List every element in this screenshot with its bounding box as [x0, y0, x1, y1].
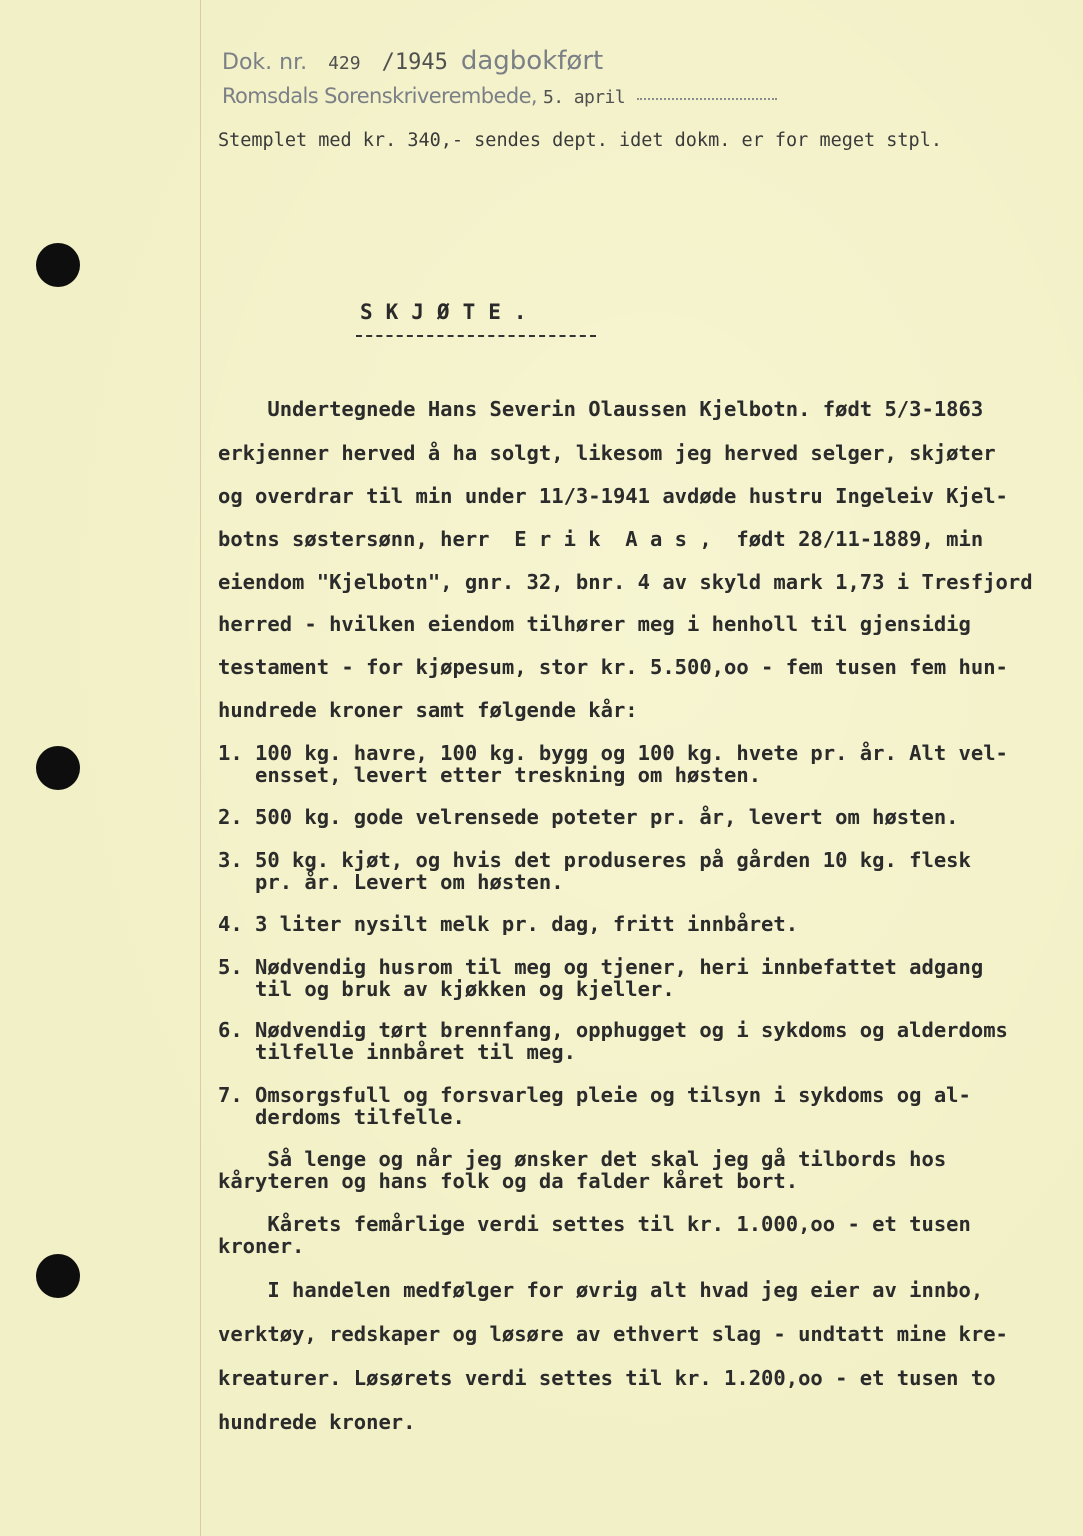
punch-hole — [36, 746, 80, 790]
text-line: kroner. — [218, 1234, 305, 1258]
list-item-line: 5. Nødvendig husrom til meg og tjener, heri innbefattet adgang — [218, 955, 984, 979]
punch-hole — [36, 243, 80, 287]
text-line: Kårets femårlige verdi settes til kr. 1.000,oo - et tusen — [218, 1212, 971, 1236]
text-line: kåryteren og hans folk og da falder kåret bort. — [218, 1169, 799, 1193]
list-item-line: 1. 100 kg. havre, 100 kg. bygg og 100 kg. hvete pr. år. Alt vel- — [218, 741, 1008, 765]
office-name: Romsdals Sorenskriverembede, — [222, 84, 537, 108]
margin-rule — [200, 0, 201, 1536]
text-line: hundrede kroner samt følgende kår: — [218, 698, 638, 722]
list-item-line: pr. år. Levert om høsten. — [218, 870, 564, 894]
text-line: eiendom "Kjelbotn", gnr. 32, bnr. 4 av skyld mark 1,73 i Tresfjord — [218, 570, 1033, 594]
document-title: SKJØTE. — [360, 300, 540, 324]
title-underline — [356, 335, 596, 337]
journal-label: dagbokført — [460, 46, 604, 76]
text-line: og overdrar til min under 11/3-1941 avdøde hustru Ingeleiv Kjel- — [218, 484, 1008, 508]
text-line: hundrede kroner. — [218, 1410, 416, 1434]
list-item-line: 3. 50 kg. kjøt, og hvis det produseres på gården 10 kg. flesk — [218, 848, 971, 872]
doc-year: /1945 — [381, 50, 448, 75]
text-line: testament - for kjøpesum, stor kr. 5.500,oo - fem tusen fem hun- — [218, 655, 1008, 679]
list-item-line: derdoms tilfelle. — [218, 1105, 465, 1129]
text-line: herred - hvilken eiendom tilhører meg i henholl til gjensidig — [218, 612, 971, 636]
dotted-fill-line — [637, 98, 777, 100]
text-line: Undertegnede Hans Severin Olaussen Kjelbotn. født 5/3-1863 — [218, 397, 984, 421]
text-line: kreaturer. Løsørets verdi settes til kr. 1.200,oo - et tusen to — [218, 1366, 996, 1390]
text-line: Så lenge og når jeg ønsker det skal jeg gå tilbords hos — [218, 1147, 947, 1171]
punch-hole — [36, 1254, 80, 1298]
doc-number: 429 — [328, 53, 361, 74]
text-line: erkjenner herved å ha solgt, likesom jeg herved selger, skjøter — [218, 441, 996, 465]
list-item-line: 6. Nødvendig tørt brennfang, opphugget og i sykdoms og alderdoms — [218, 1018, 1008, 1042]
list-item-line: 7. Omsorgsfull og forsvarleg pleie og tilsyn i sykdoms og al- — [218, 1083, 971, 1107]
registry-stamp-office — [222, 84, 777, 108]
doc-number-label: Dok. nr. — [222, 50, 308, 75]
text-line: verktøy, redskaper og løsøre av ethvert slag - undtatt mine kre- — [218, 1322, 1008, 1346]
registration-date: 5. april — [543, 87, 625, 108]
text-line: botns søstersønn, herr E r i k A a s , født 28/11-1889, min — [218, 527, 984, 551]
stamp-duty-note: Stemplet med kr. 340,- sendes dept. idet dokm. er for meget stpl. — [218, 130, 942, 151]
list-item-line: til og bruk av kjøkken og kjeller. — [218, 977, 675, 1001]
registry-stamp-header — [222, 46, 603, 76]
list-item-line: 2. 500 kg. gode velrensede poteter pr. år, levert om høsten. — [218, 805, 959, 829]
list-item-line: tilfelle innbåret til meg. — [218, 1040, 576, 1064]
list-item-line: 4. 3 liter nysilt melk pr. dag, fritt innbåret. — [218, 912, 799, 936]
list-item-line: ensset, levert etter treskning om høsten. — [218, 763, 762, 787]
text-line: I handelen medfølger for øvrig alt hvad jeg eier av innbo, — [218, 1278, 984, 1302]
